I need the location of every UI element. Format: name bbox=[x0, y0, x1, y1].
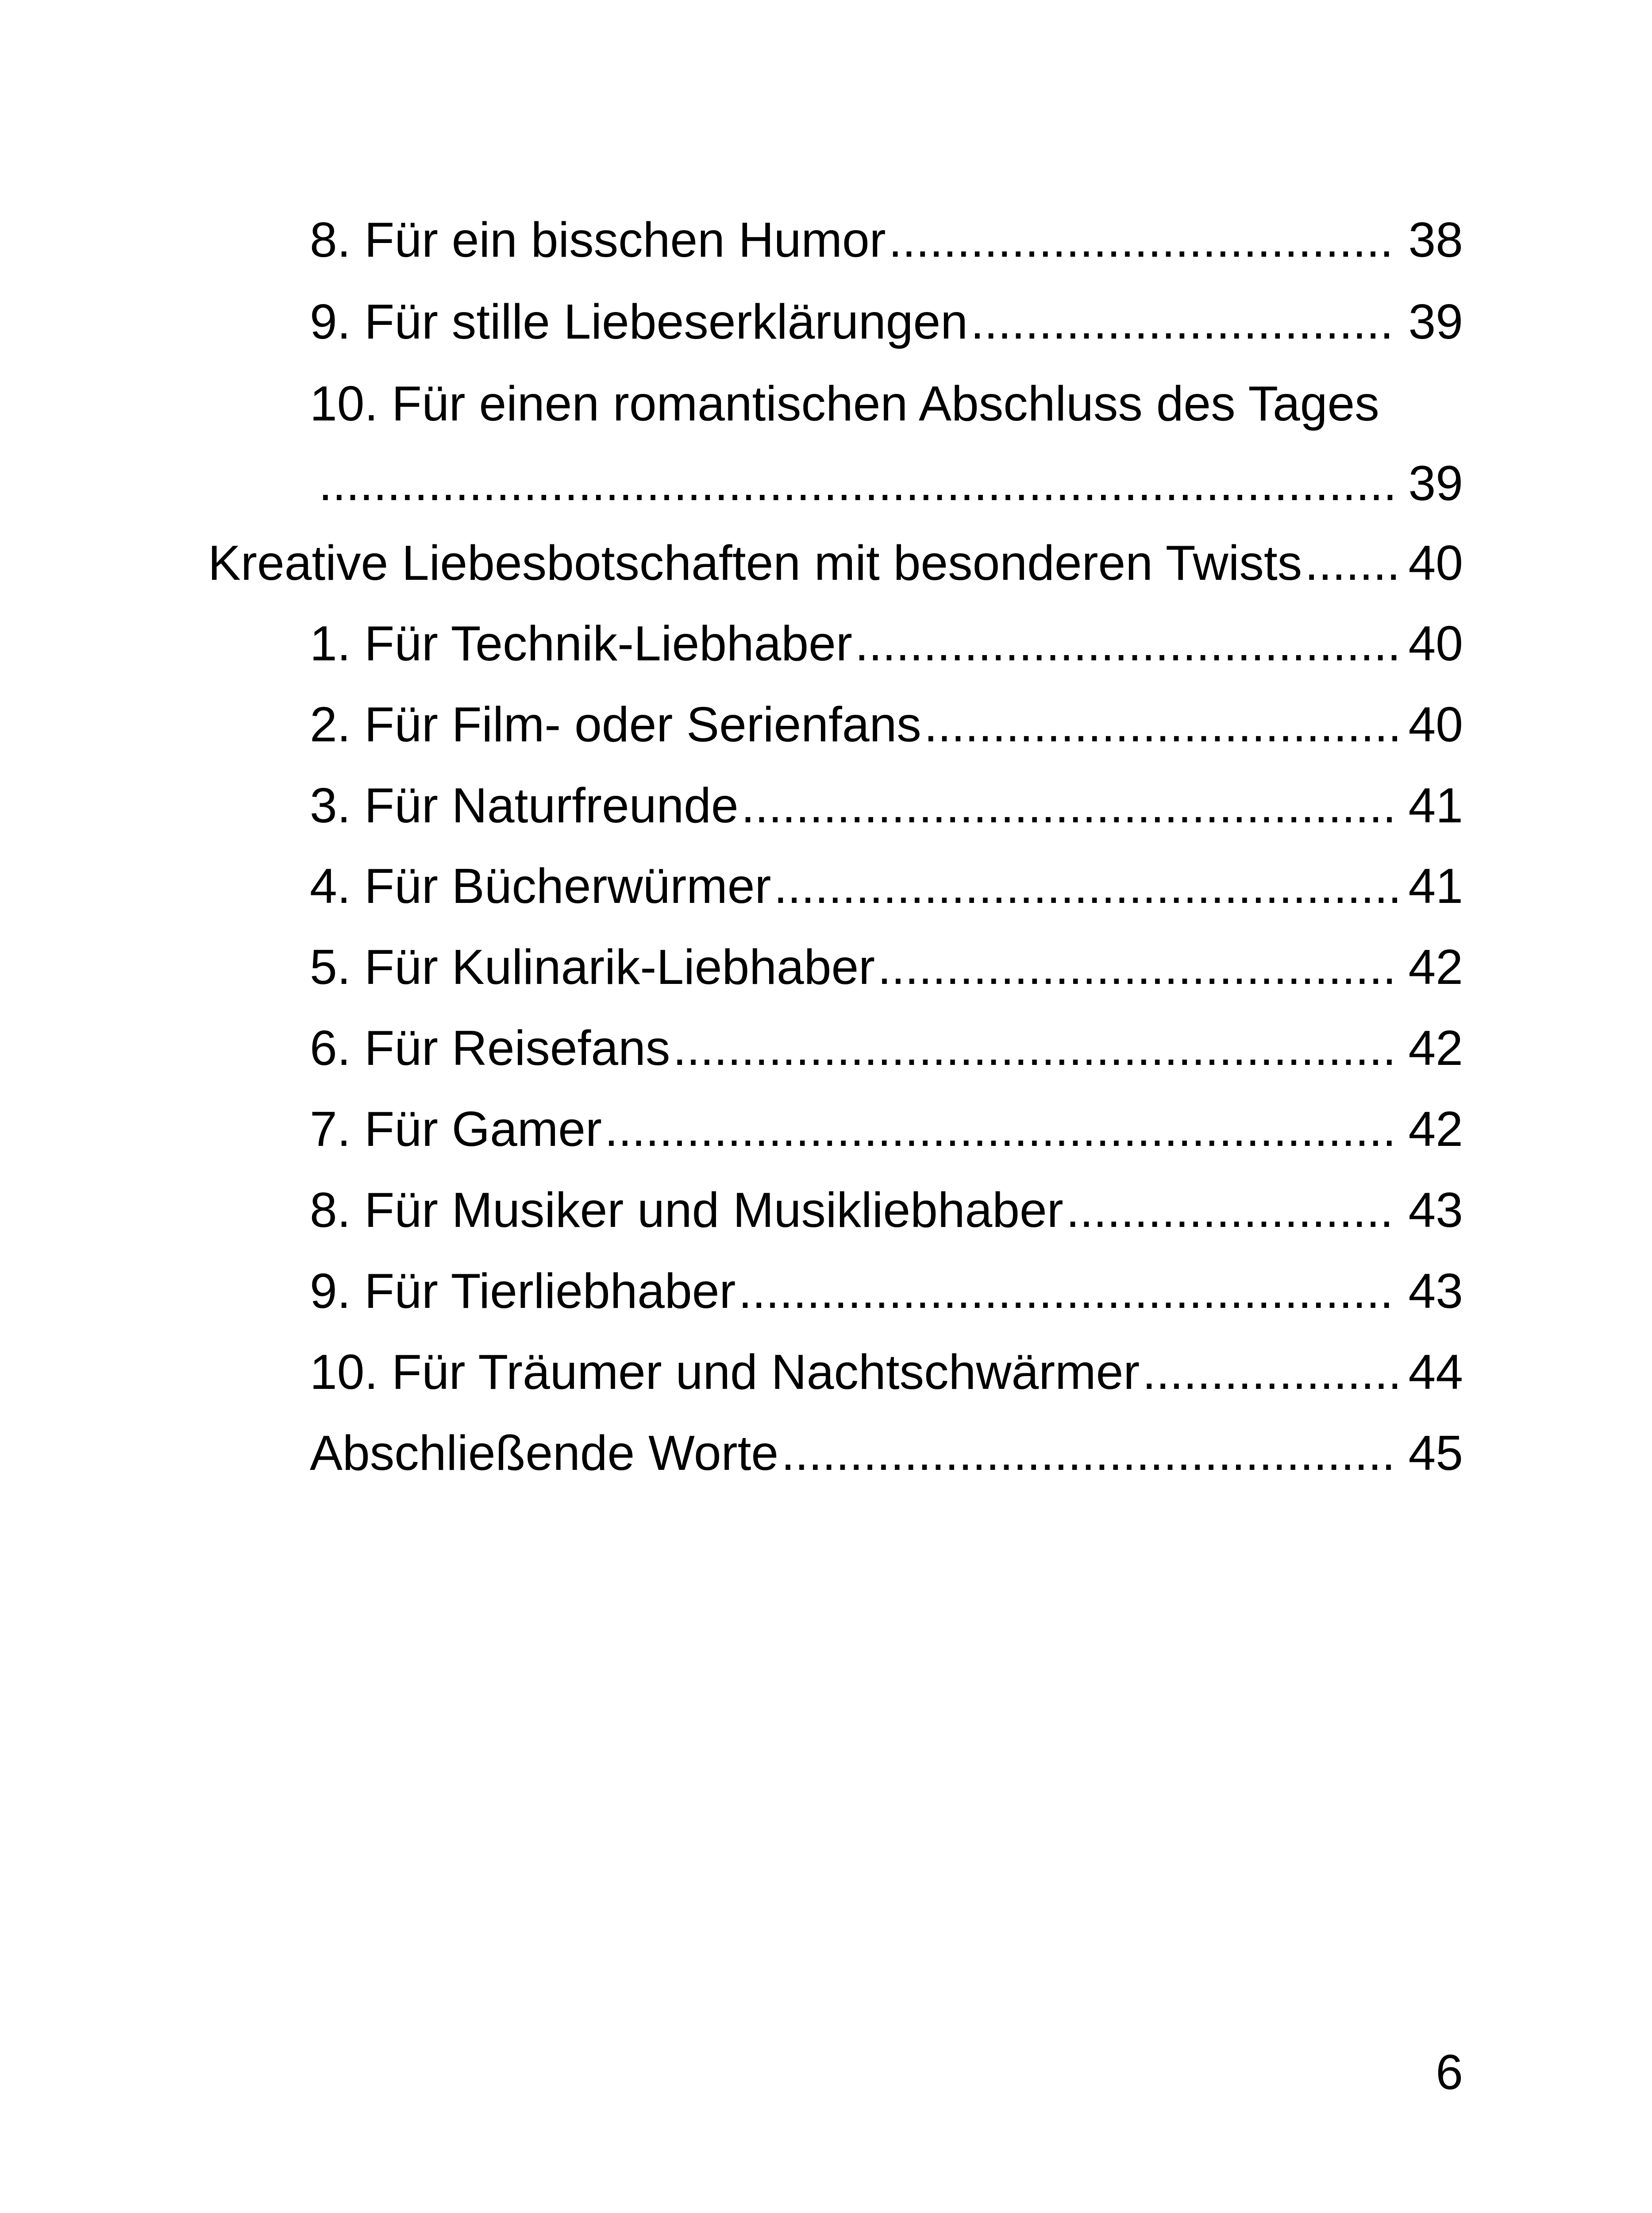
toc-entry-page: 44 bbox=[1408, 1345, 1463, 1400]
dot-leader bbox=[1305, 522, 1397, 604]
toc-entry[interactable] bbox=[310, 926, 1463, 1008]
toc-entry-page: 39 bbox=[1408, 294, 1463, 349]
toc-entry-title: 9. Für stille Liebeserklärungen bbox=[310, 294, 968, 349]
toc-entry-title: 9. Für Tierliebhaber bbox=[310, 1264, 736, 1319]
toc-entry[interactable] bbox=[310, 199, 1463, 281]
dot-leader bbox=[741, 765, 1397, 847]
dot-leader bbox=[924, 684, 1397, 766]
toc-entry-page: 40 bbox=[1408, 697, 1463, 752]
toc-entry-title[interactable]: 10. Für einen romantischen Abschluss des Tages bbox=[310, 376, 1379, 431]
toc-entry-page: 42 bbox=[1408, 1021, 1463, 1076]
page-number: 6 bbox=[1436, 2045, 1463, 2100]
toc-entry-page: 42 bbox=[1408, 1102, 1463, 1157]
toc-entry-title: 1. Für Technik-Liebhaber bbox=[310, 616, 852, 671]
toc-entry[interactable] bbox=[310, 765, 1463, 847]
dot-leader bbox=[1142, 1331, 1397, 1413]
dot-leader bbox=[855, 603, 1397, 685]
toc-entry-title: 8. Für ein bisschen Humor bbox=[310, 212, 886, 267]
toc-entry-page: 41 bbox=[1408, 778, 1463, 833]
toc-entry[interactable] bbox=[310, 684, 1463, 766]
toc-entry-page: 43 bbox=[1408, 1183, 1463, 1238]
toc-entry-title: Kreative Liebesbotschaften mit besonderen Twists bbox=[208, 536, 1302, 590]
toc-entry[interactable] bbox=[310, 1007, 1463, 1089]
toc-entry-title: 8. Für Musiker und Musikliebhaber bbox=[310, 1183, 1063, 1238]
toc-entry[interactable] bbox=[310, 1331, 1463, 1413]
dot-leader bbox=[605, 1088, 1397, 1170]
toc-entry-title: 6. Für Reisefans bbox=[310, 1021, 670, 1076]
toc-entry-page: 43 bbox=[1408, 1264, 1463, 1319]
toc-entry-page: 40 bbox=[1408, 616, 1463, 671]
toc-entry-page: 40 bbox=[1408, 536, 1463, 590]
toc-entry-title: 3. Für Naturfreunde bbox=[310, 778, 739, 833]
toc-entry[interactable] bbox=[310, 845, 1463, 927]
toc-entry[interactable] bbox=[310, 603, 1463, 685]
dot-leader bbox=[781, 1412, 1397, 1494]
toc-entry[interactable] bbox=[310, 281, 1463, 363]
dot-leader bbox=[878, 926, 1397, 1008]
dot-leader bbox=[1066, 1169, 1397, 1251]
toc-entry-title: 5. Für Kulinarik-Liebhaber bbox=[310, 940, 875, 995]
dot-leader bbox=[774, 845, 1397, 927]
dot-leader bbox=[319, 443, 1397, 524]
toc-entry-page: 42 bbox=[1408, 940, 1463, 995]
dot-leader bbox=[673, 1007, 1397, 1089]
toc-entry[interactable] bbox=[319, 443, 1463, 524]
toc-entry-title: 7. Für Gamer bbox=[310, 1102, 602, 1157]
toc-entry-page: 38 bbox=[1408, 212, 1463, 267]
toc-entry-title: 2. Für Film- oder Serienfans bbox=[310, 697, 921, 752]
toc-entry-title: Abschließende Worte bbox=[310, 1426, 779, 1480]
toc-entry[interactable] bbox=[310, 1250, 1463, 1332]
toc-entry[interactable] bbox=[310, 1169, 1463, 1251]
toc-entry-page: 41 bbox=[1408, 859, 1463, 914]
dot-leader bbox=[889, 199, 1397, 281]
toc-entry-page: 39 bbox=[1408, 456, 1463, 511]
toc-entry[interactable] bbox=[310, 1412, 1463, 1494]
toc-entry[interactable] bbox=[310, 1088, 1463, 1170]
toc-entry-title: 10. Für Träumer und Nachtschwärmer bbox=[310, 1345, 1140, 1400]
dot-leader bbox=[738, 1250, 1397, 1332]
toc-entry-page: 45 bbox=[1408, 1426, 1463, 1480]
toc-entry-section[interactable] bbox=[208, 522, 1463, 604]
toc-entry-title: 4. Für Bücherwürmer bbox=[310, 859, 771, 914]
dot-leader bbox=[970, 281, 1397, 363]
